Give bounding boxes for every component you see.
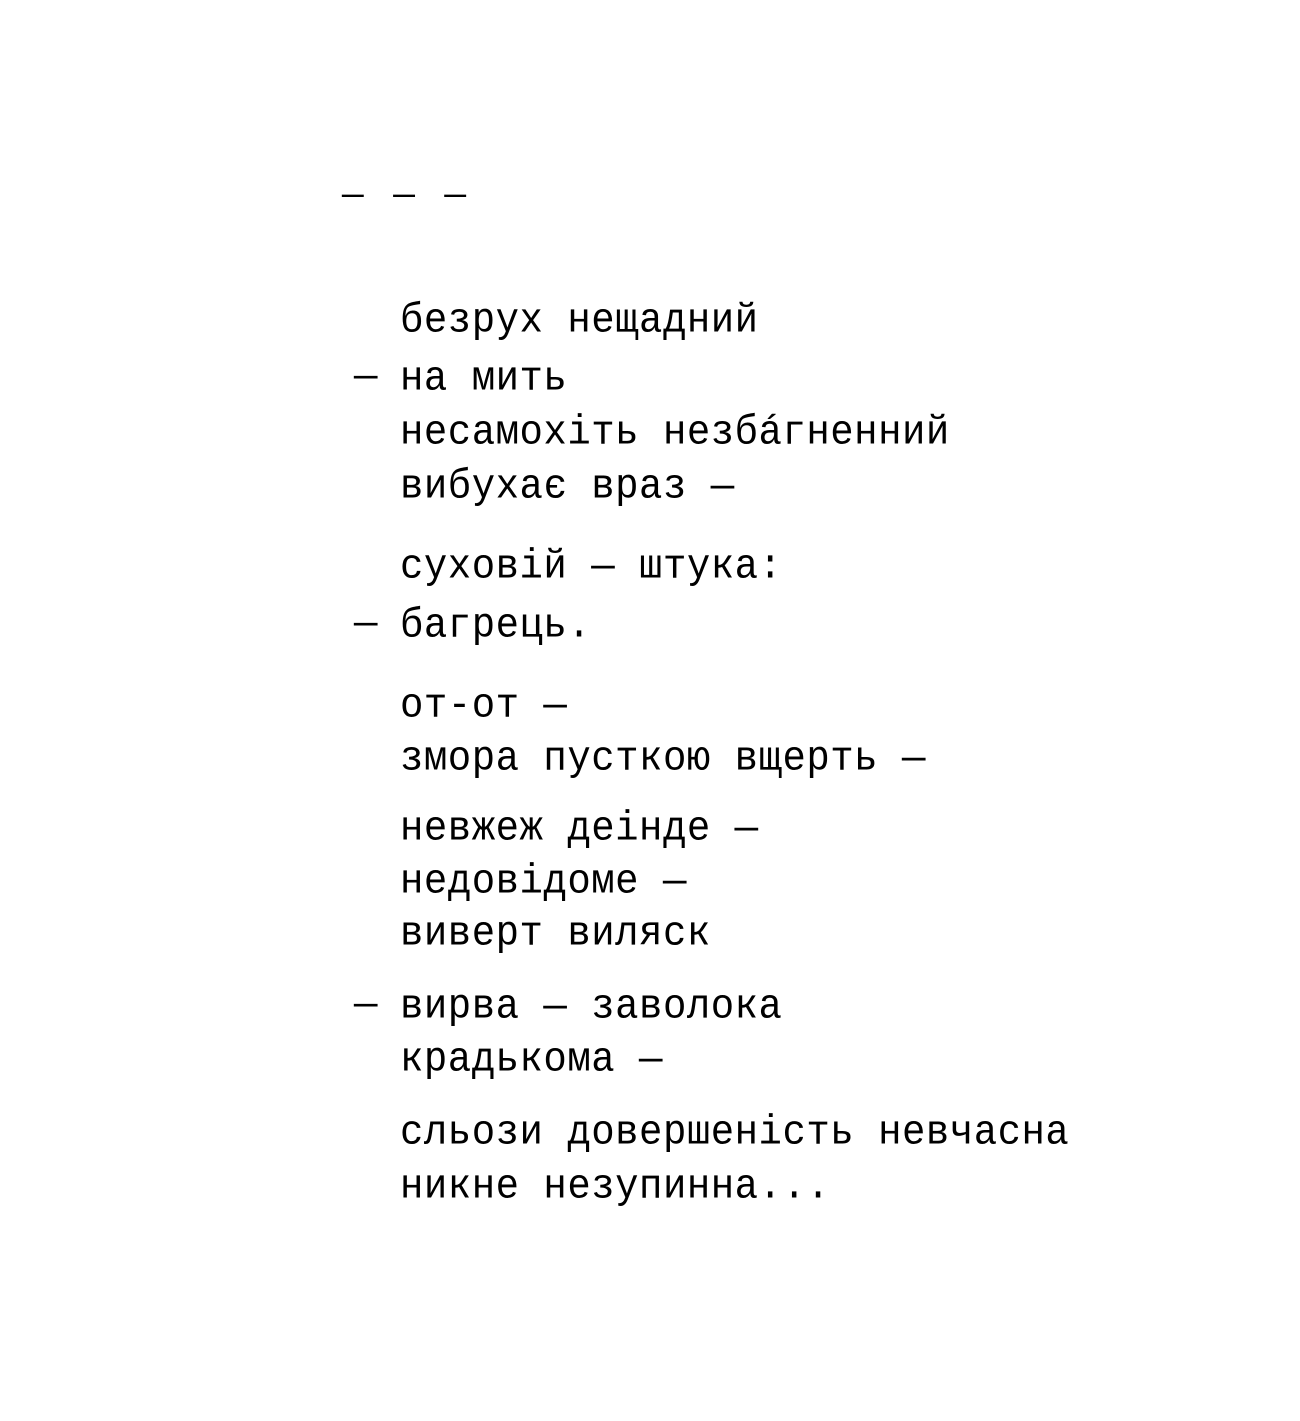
- poem-line: никне незупинна...: [400, 1162, 831, 1211]
- poem-line: багрець.: [400, 601, 592, 650]
- poem-line: безрух нещадний: [400, 296, 759, 345]
- poem-line: вибухає враз —: [400, 462, 735, 511]
- poem-line: от-от —: [400, 681, 568, 730]
- line-dash-prefix: —: [354, 983, 378, 1027]
- poem-line: крадькома —: [400, 1035, 663, 1084]
- poem-line: виверт виляск: [400, 909, 711, 958]
- poem-line: на мить: [400, 354, 568, 403]
- section-separator: — — —: [342, 175, 471, 216]
- poem-line: сльози довершеність невчасна: [400, 1108, 1070, 1157]
- poem-line: несамохіть незбáгненний: [400, 408, 950, 457]
- poem-line: змора пусткою вщерть —: [400, 734, 926, 783]
- poem-line: невжеж деінде —: [400, 804, 759, 853]
- poem-line: вирва — заволока: [400, 982, 783, 1031]
- poem-line: недовідоме —: [400, 857, 687, 906]
- line-dash-prefix: —: [354, 355, 378, 399]
- line-dash-prefix: —: [354, 602, 378, 646]
- poem-line: суховій — штука:: [400, 542, 783, 591]
